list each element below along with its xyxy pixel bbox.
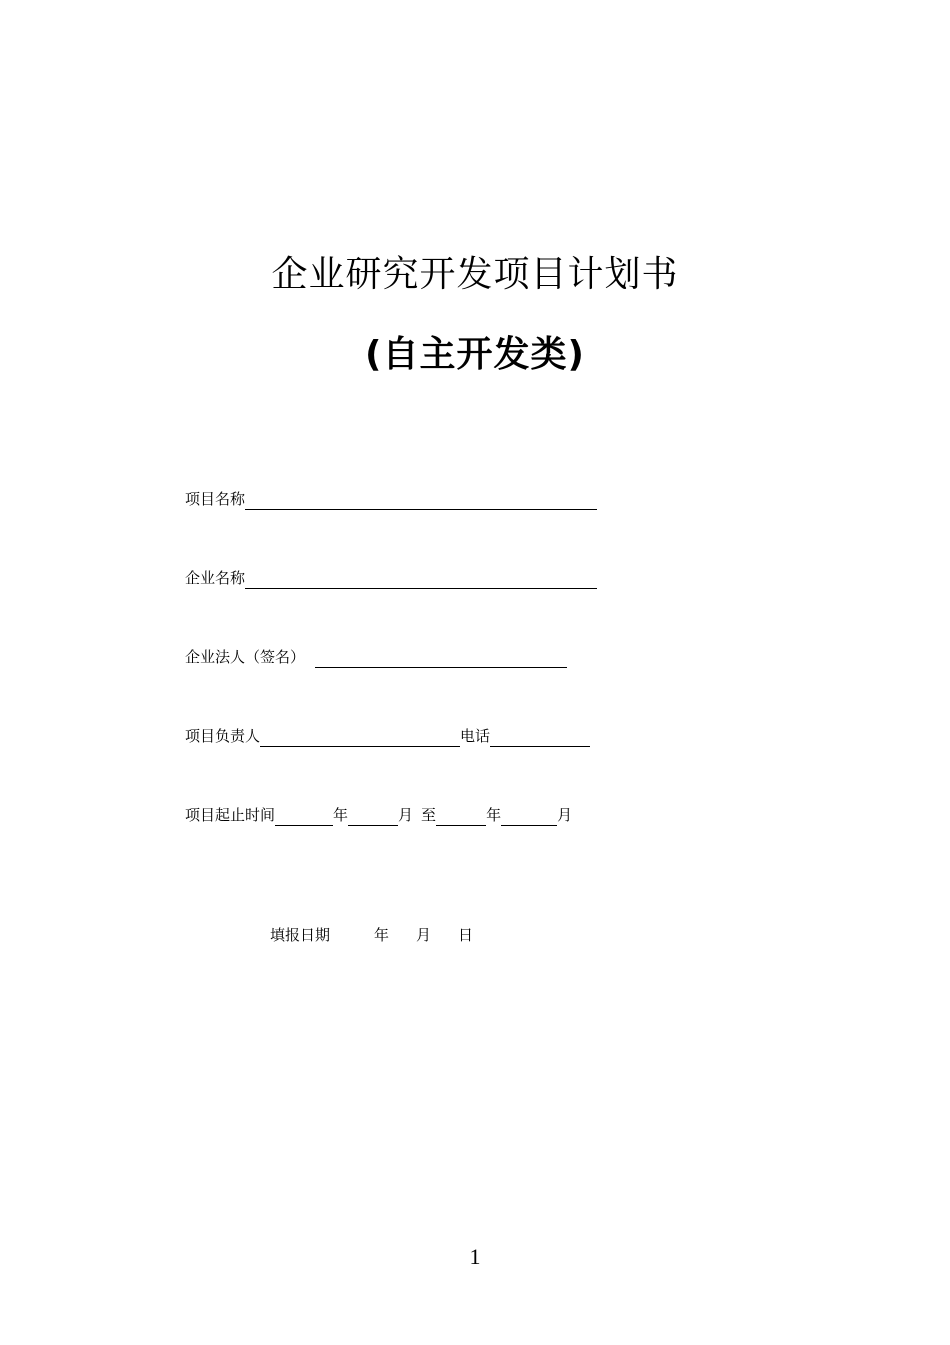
- project-period-label: 项目起止时间: [185, 806, 276, 824]
- project-name-row: [185, 483, 597, 507]
- fill-date-row: [270, 928, 473, 943]
- project-name-label: 项目名称: [185, 490, 246, 508]
- document-subtitle: (自主开发类): [365, 334, 585, 375]
- legal-rep-row: [185, 641, 567, 665]
- project-period-row: [185, 799, 572, 823]
- end-month-label: 月: [557, 806, 573, 824]
- to-label: 至: [421, 806, 437, 824]
- page-number: 1: [469, 1244, 481, 1269]
- company-name-blank[interactable]: [245, 574, 597, 589]
- project-leader-label: 项目负责人: [185, 727, 261, 745]
- fill-date-label: 填报日期: [270, 926, 331, 944]
- fill-date-day: 日: [458, 926, 474, 944]
- company-name-row: [185, 562, 597, 586]
- start-month-blank[interactable]: [348, 811, 398, 826]
- phone-blank[interactable]: [490, 732, 590, 747]
- project-name-blank[interactable]: [245, 495, 597, 510]
- fill-date-year: 年: [374, 926, 390, 944]
- end-month-blank[interactable]: [501, 811, 557, 826]
- start-year-blank[interactable]: [275, 811, 333, 826]
- project-leader-row: [185, 720, 590, 744]
- project-leader-blank[interactable]: [260, 732, 460, 747]
- company-name-label: 企业名称: [185, 569, 246, 587]
- legal-rep-signature-blank[interactable]: [315, 653, 567, 668]
- start-year-label: 年: [333, 806, 349, 824]
- end-year-label: 年: [486, 806, 502, 824]
- legal-rep-label: 企业法人（签名）: [185, 648, 306, 666]
- phone-label: 电话: [460, 727, 491, 745]
- end-year-blank[interactable]: [436, 811, 486, 826]
- document-title: 企业研究开发项目计划书: [271, 254, 679, 295]
- fill-date-month: 月: [416, 926, 432, 944]
- start-month-label: 月: [398, 806, 414, 824]
